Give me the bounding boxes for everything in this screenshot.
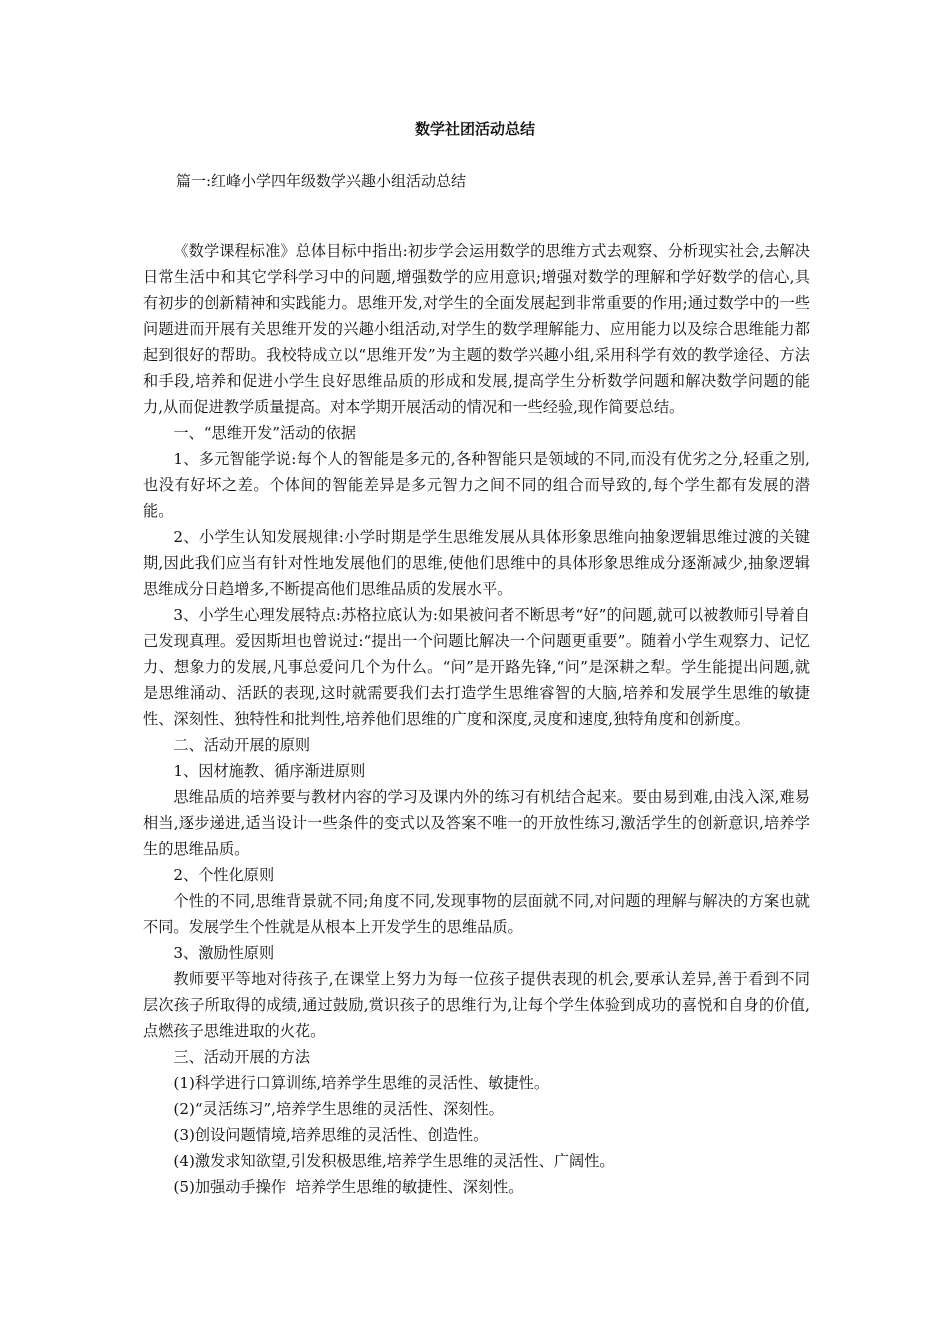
paragraph-intro: 《数学课程标准》总体目标中指出:初步学会运用数学的思维方式去观察、分析现实社会,去解决日常生活中和其它学科学习中的问题,增强数学的应用意识;增强对数学的理解和学好数学的信心,具有初步的创新精神和实践能力。思维开发,对学生的全面发展起到非常重要的作用;通过数学中的一些问题进而开展有关思维开发的兴趣小组活动,对学生的数学理解能力、应用能力以及综合思维能力都起到很好的帮助。我校特成立以“思维开发”为主题的数学兴趣小组,采用科学有效的教学途径、方法和手段,培养和促进小学生良好思维品质的形成和发展,提高学生分析数学问题和解决数学问题的能力,从而促进教学质量提高。对本学期开展活动的情况和一些经验,现作简要总结。 bbox=[143, 242, 810, 416]
document-title: 数学社团活动总结 bbox=[414, 120, 535, 138]
document-body bbox=[143, 238, 810, 1200]
list-item: (1)科学进行口算训练,培养学生思维的灵活性、敏捷性。 bbox=[173, 1074, 550, 1092]
subheading: 3、激励性原则 bbox=[173, 944, 275, 962]
paragraph: 3、小学生心理发展特点:苏格拉底认为:如果被问者不断思考“好”的问题,就可以被教师引导着自己发现真理。爱因斯坦也曾说过:“提出一个问题比解决一个问题更重要”。随着小学生观察力、记忆力、想象力的发展,凡事总爱问几个为什么。“问”是开路先锋,“问”是深耕之犁。学生能提出问题,就是思维涌动、活跃的表现,这时就需要我们去打造学生思维睿智的大脑,培养和发展学生思维的敏捷性、深刻性、独特性和批判性,培养他们思维的广度和深度,灵度和速度,独特角度和创新度。 bbox=[143, 606, 810, 728]
paragraph: 个性的不同,思维背景就不同;角度不同,发现事物的层面就不同,对问题的理解与解决的方案也就不同。发展学生个性就是从根本上开发学生的思维品质。 bbox=[143, 892, 810, 936]
subheading: 2、个性化原则 bbox=[173, 866, 275, 884]
paragraph: 1、多元智能学说:每个人的智能是多元的,各种智能只是领域的不同,而没有优劣之分,轻重之别,也没有好坏之差。个体间的智能差异是多元智力之间不同的组合而导致的,每个学生都有发展的潜能。 bbox=[143, 450, 810, 520]
section-heading-3: 三、活动开展的方法 bbox=[173, 1048, 311, 1066]
paragraph: 2、小学生认知发展规律:小学时期是学生思维发展从具体形象思维向抽象逻辑思维过渡的关键期,因此我们应当有针对性地发展他们的思维,使他们思维中的具体形象思维成分逐渐减少,抽象逻辑思维成分日趋增多,不断提高他们思维品质的发展水平。 bbox=[143, 528, 810, 598]
section-heading-2: 二、活动开展的原则 bbox=[173, 736, 311, 754]
list-item: (3)创设问题情境,培养思维的灵活性、创造性。 bbox=[173, 1126, 489, 1144]
list-item: (5)加强动手操作 培养学生思维的敏捷性、深刻性。 bbox=[173, 1178, 524, 1196]
list-item: (2)“灵活练习”,培养学生思维的灵活性、深刻性。 bbox=[173, 1100, 504, 1118]
paragraph: 思维品质的培养要与教材内容的学习及课内外的练习有机结合起来。要由易到难,由浅入深,难易相当,逐步递进,适当设计一些条件的变式以及答案不唯一的开放性练习,激活学生的创新意识,培养学生的思维品质。 bbox=[143, 788, 810, 858]
document-subtitle: 篇一:红峰小学四年级数学兴趣小组活动总结 bbox=[176, 172, 467, 190]
list-item: (4)激发求知欲望,引发积极思维,培养学生思维的灵活性、广阔性。 bbox=[173, 1152, 615, 1170]
section-heading-1: 一、“思维开发”活动的依据 bbox=[173, 424, 356, 442]
subheading: 1、因材施教、循序渐进原则 bbox=[173, 762, 366, 780]
paragraph: 教师要平等地对待孩子,在课堂上努力为每一位孩子提供表现的机会,要承认差异,善于看到不同层次孩子所取得的成绩,通过鼓励,赏识孩子的思维行为,让每个学生体验到成功的喜悦和自身的价值,点燃孩子思维进取的火花。 bbox=[143, 970, 810, 1040]
